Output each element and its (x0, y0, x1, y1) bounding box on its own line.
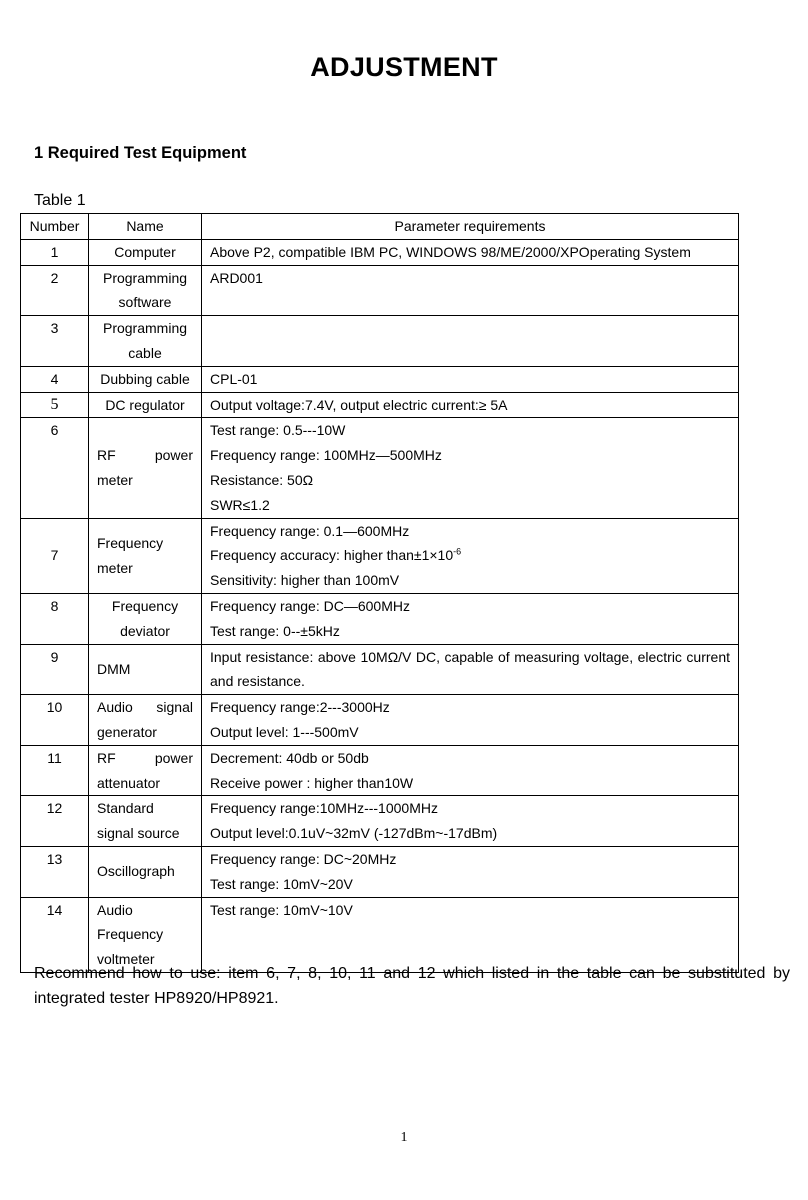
row-name (89, 518, 202, 593)
name-line: generator (97, 723, 157, 740)
table-row (21, 644, 739, 695)
row-params (202, 418, 739, 518)
table-row (21, 745, 739, 796)
row-name (89, 593, 202, 644)
row-number: 7 (21, 518, 89, 593)
name-line: deviator (120, 622, 170, 639)
name-word: power (154, 447, 193, 464)
param-line: SWR≤1.2 (210, 496, 270, 513)
param-line: Frequency range: DC~20MHz (210, 850, 397, 867)
row-params (202, 392, 739, 418)
row-number: 11 (21, 745, 89, 796)
param-line: Frequency accuracy: higher than±1×10 (210, 547, 454, 564)
name-word: signal (156, 699, 193, 716)
name-line: cable (128, 344, 162, 361)
param-line: Frequency range:10MHz---1000MHz (210, 800, 438, 817)
row-number: 1 (21, 239, 89, 265)
table-header-row (21, 214, 739, 240)
header-name: Name (89, 214, 202, 240)
param-line: Sensitivity: higher than 100mV (210, 572, 400, 589)
param-line: Decrement: 40db or 50db (210, 749, 369, 766)
row-params (202, 593, 739, 644)
row-number: 10 (21, 695, 89, 746)
header-number: Number (21, 214, 89, 240)
param-line: Above P2, compatible IBM PC, WINDOWS 98/ME/2000/XPOperating System (210, 243, 691, 260)
table-row (21, 418, 739, 518)
row-name: Oscillograph (89, 846, 202, 897)
equipment-table (20, 213, 739, 973)
superscript: -6 (453, 546, 462, 557)
param-line: Input resistance: above 10MΩ/V DC, capable of measuring voltage, electric current and resistance. (210, 648, 730, 690)
table-row (21, 392, 739, 418)
param-line: Output level: 1---500mV (210, 723, 359, 740)
name-word: power (154, 749, 193, 766)
row-name (89, 265, 202, 316)
name-line: meter (97, 559, 133, 576)
table-row (21, 316, 739, 367)
name-word: Audio (97, 699, 133, 716)
table-row (21, 593, 739, 644)
page-title: ADJUSTMENT (310, 52, 498, 82)
param-line: Frequency range:2---3000Hz (210, 699, 390, 716)
param-line: Test range: 0.5---10W (210, 422, 346, 439)
row-number: 2 (21, 265, 89, 316)
row-params (202, 316, 739, 367)
table-row (21, 518, 739, 593)
param-line: Test range: 0--±5kHz (210, 622, 340, 639)
param-line: Receive power : higher than10W (210, 774, 414, 791)
row-number: 5 (21, 392, 89, 418)
name-word: RF (97, 749, 116, 766)
row-params (202, 745, 739, 796)
name-line: Programming (102, 269, 188, 286)
param-line: Frequency range: 0.1—600MHz (210, 522, 410, 539)
row-number: 12 (21, 796, 89, 847)
table-row (21, 366, 739, 392)
row-number: 4 (21, 366, 89, 392)
name-line: attenuator (97, 774, 161, 791)
table-row (21, 239, 739, 265)
name-line: Frequency (111, 597, 179, 614)
name-word: RF (97, 447, 116, 464)
name-line: Standard (97, 800, 154, 817)
row-number: 8 (21, 593, 89, 644)
row-number: 14 (21, 897, 89, 972)
param-line: Test range: 10mV~20V (210, 875, 353, 892)
table-row (21, 846, 739, 897)
name-line: Frequency (97, 926, 164, 943)
name-line: Programming (102, 320, 188, 337)
name-line: Frequency (97, 534, 164, 551)
row-params (202, 846, 739, 897)
param-line: Frequency range: DC—600MHz (210, 597, 410, 614)
row-number: 13 (21, 846, 89, 897)
row-params (202, 796, 739, 847)
row-params (202, 695, 739, 746)
row-params (202, 239, 739, 265)
row-number: 3 (21, 316, 89, 367)
param-line: CPL-01 (210, 370, 258, 387)
row-number: 9 (21, 644, 89, 695)
name-line: signal source (97, 825, 180, 842)
name-line: Audio (97, 901, 133, 918)
table-row (21, 695, 739, 746)
row-name: Dubbing cable (89, 366, 202, 392)
header-parameters: Parameter requirements (202, 214, 739, 240)
row-name: DC regulator (89, 392, 202, 418)
table-row (21, 265, 739, 316)
row-name (89, 796, 202, 847)
param-line: ARD001 (210, 269, 263, 286)
table-caption: Table 1 (34, 192, 86, 209)
table-row (21, 796, 739, 847)
name-line: software (118, 294, 172, 311)
param-line: Frequency range: 100MHz—500MHz (210, 447, 442, 464)
param-line: Output voltage:7.4V, output electric current:≥ 5A (210, 396, 508, 413)
param-line: Test range: 10mV~10V (210, 901, 353, 918)
name-line: meter (97, 471, 133, 488)
usage-note: Recommend how to use: item 6, 7, 8, 10, 11 and 12 which listed in the table can be substituted by integrated tester HP8920/HP8921. (34, 965, 790, 1007)
section-heading: 1 Required Test Equipment (34, 144, 247, 162)
row-name: Computer (89, 239, 202, 265)
row-name (89, 695, 202, 746)
row-params (202, 644, 739, 695)
row-name: DMM (89, 644, 202, 695)
row-number: 6 (21, 418, 89, 518)
param-line: Output level:0.1uV~32mV (-127dBm~-17dBm) (210, 825, 498, 842)
row-name (89, 418, 202, 518)
row-params (202, 265, 739, 316)
row-params (202, 518, 739, 593)
name-line: voltmeter (97, 951, 155, 968)
param-line: Resistance: 50Ω (210, 471, 314, 488)
row-name (89, 745, 202, 796)
row-params (202, 366, 739, 392)
page-number: 1 (400, 1130, 408, 1145)
row-name (89, 316, 202, 367)
